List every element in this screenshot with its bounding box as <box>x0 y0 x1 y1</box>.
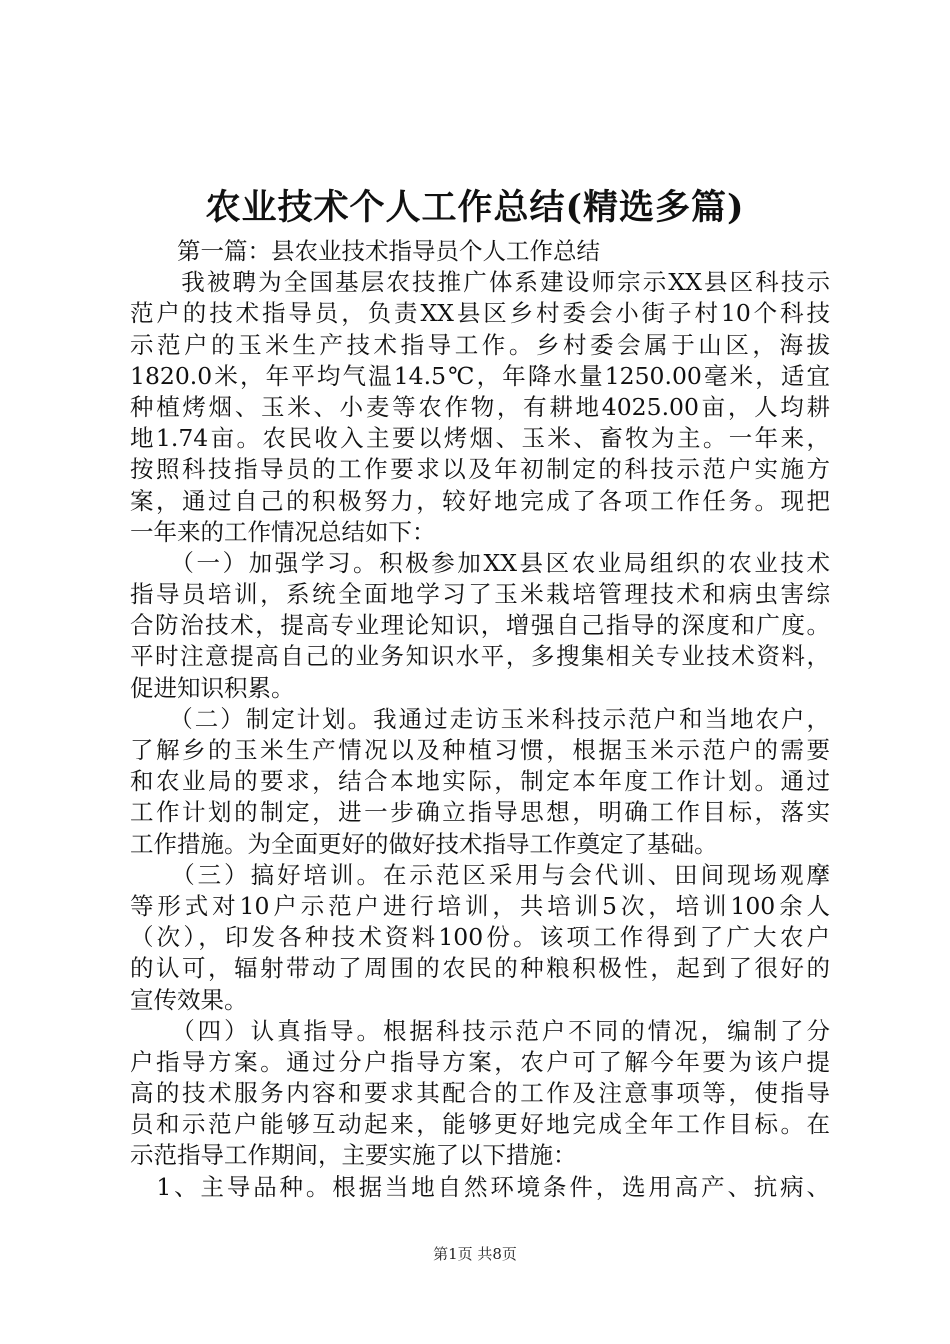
section-heading: 第一篇：县农业技术指导员个人工作总结 <box>130 237 600 265</box>
body-line: 宣传效果。 <box>130 985 248 1014</box>
body-line: 范户的技术指导员，负责XX县区乡村委会小街子村10个科技 <box>130 299 830 328</box>
body-line: 示范户的玉米生产技术指导工作。乡村委会属于山区，海拔 <box>130 330 830 359</box>
body-line: 平时注意提高自己的业务知识水平，多搜集相关专业技术资料， <box>130 642 830 671</box>
body-line: 1、主导品种。根据当地自然环境条件，选用高产、抗病、 <box>130 1172 830 1201</box>
body-line: 员和示范户能够互动起来，能够更好地完成全年工作目标。在 <box>130 1110 830 1139</box>
body-line: 促进知识积累。 <box>130 673 295 702</box>
body-line: 指导员培训，系统全面地学习了玉米栽培管理技术和病虫害综 <box>130 580 830 609</box>
body-line: （二）制定计划。我通过走访玉米科技示范户和当地农户， <box>130 704 830 733</box>
body-line: 户指导方案。通过分户指导方案，农户可了解今年要为该户提 <box>130 1047 830 1076</box>
body-line: 我被聘为全国基层农技推广体系建设师宗示XX县区科技示 <box>130 268 830 297</box>
body-line: 合防治技术，提高专业理论知识，增强自己指导的深度和广度。 <box>130 611 830 640</box>
body-line: （四）认真指导。根据科技示范户不同的情况，编制了分 <box>130 1016 830 1045</box>
body-line: 一年来的工作情况总结如下： <box>130 517 436 546</box>
body-line: 示范指导工作期间，主要实施了以下措施： <box>130 1141 577 1170</box>
body-line: 工作计划的制定，进一步确立指导思想，明确工作目标，落实 <box>130 798 830 827</box>
body-line: （一）加强学习。积极参加XX县区农业局组织的农业技术 <box>130 548 830 577</box>
body-line: （三）搞好培训。在示范区采用与会代训、田间现场观摩 <box>130 860 830 889</box>
body-line: 的认可，辐射带动了周围的农民的种粮积极性，起到了很好的 <box>130 954 830 983</box>
body-line: 种植烤烟、玉米、小麦等农作物，有耕地4025.00亩，人均耕 <box>130 392 830 421</box>
body-line: 和农业局的要求，结合本地实际，制定本年度工作计划。通过 <box>130 767 830 796</box>
document-title: 农业技术个人工作总结(精选多篇) <box>205 187 745 228</box>
body-line: （次），印发各种技术资料100份。该项工作得到了广大农户 <box>130 923 830 952</box>
body-line: 地1.74亩。农民收入主要以烤烟、玉米、畜牧为主。一年来， <box>130 424 830 453</box>
body-line: 工作措施。为全面更好的做好技术指导工作奠定了基础。 <box>130 829 718 858</box>
body-line: 案，通过自己的积极努力，较好地完成了各项工作任务。现把 <box>130 486 830 515</box>
body-line: 1820.0米，年平均气温14.5℃，年降水量1250.00毫米，适宜 <box>130 361 830 390</box>
document-body <box>130 236 830 1203</box>
page-footer: 第1页 共8页 <box>433 1245 517 1263</box>
body-line: 等形式对10户示范户进行培训，共培训5次，培训100余人 <box>130 891 830 920</box>
body-line: 按照科技指导员的工作要求以及年初制定的科技示范户实施方 <box>130 455 830 484</box>
body-line: 高的技术服务内容和要求其配合的工作及注意事项等，使指导 <box>130 1079 830 1108</box>
body-line: 了解乡的玉米生产情况以及种植习惯，根据玉米示范户的需要 <box>130 736 830 764</box>
